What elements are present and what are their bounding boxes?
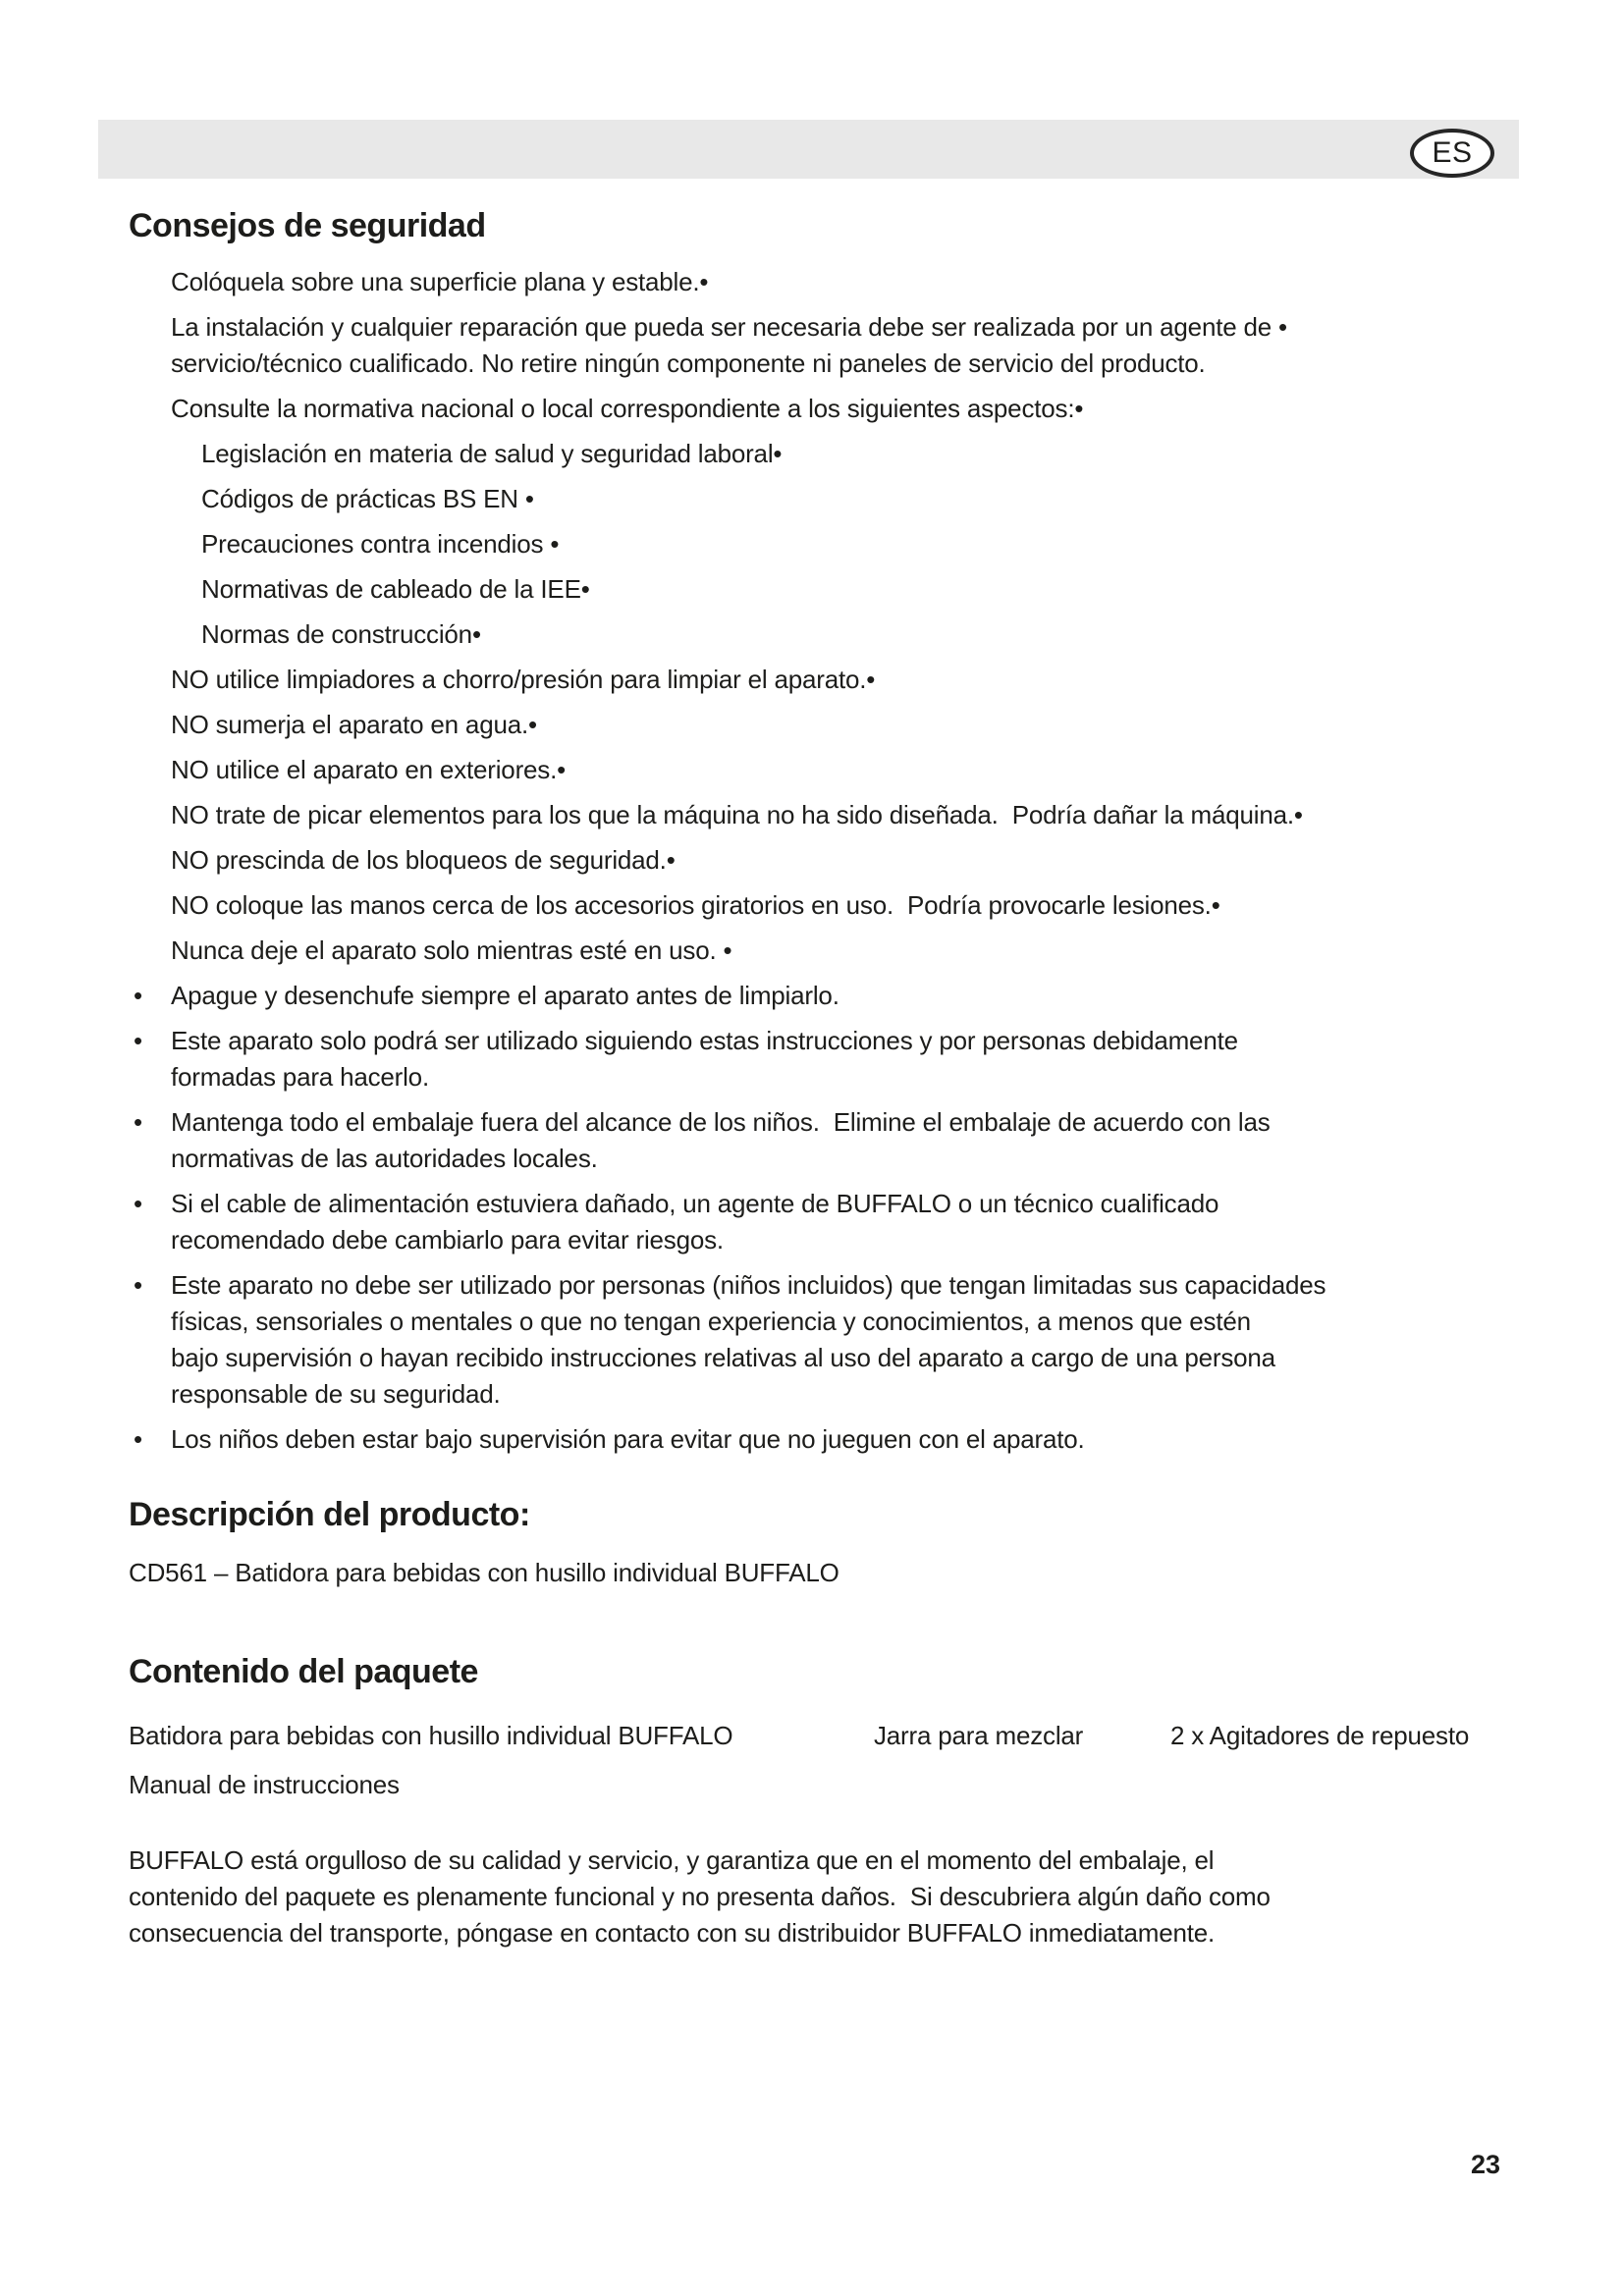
list-item	[171, 391, 1543, 427]
product-description-line: CD561 – Batidora para bebidas con husillo individual BUFFALO	[129, 1558, 839, 1587]
page-number: 23	[1471, 2150, 1501, 2179]
list-item-line: Códigos de prácticas BS EN •	[201, 484, 534, 513]
safety-list	[129, 264, 1543, 1458]
list-item-line: La instalación y cualquier reparación que pueda ser necesaria debe ser realizada por un agente de •	[171, 312, 1287, 342]
warranty-note-line: contenido del paquete es plenamente funcional y no presenta daños. Si descubriera algún daño como	[129, 1882, 1271, 1911]
safety-heading: Consejos de seguridad	[129, 207, 486, 244]
warranty-note	[129, 1842, 1543, 1951]
list-item	[171, 481, 1543, 517]
list-item-line: Normas de construcción•	[201, 619, 481, 649]
list-item-line: Si el cable de alimentación estuviera dañado, un agente de BUFFALO o un técnico cualificado	[171, 1189, 1219, 1218]
list-item-line: Apague y desenchufe siempre el aparato antes de limpiarlo.	[171, 981, 839, 1010]
bullet-marker: •	[134, 1026, 143, 1055]
package-item: 2 x Agitadores de repuesto	[1170, 1721, 1470, 1750]
warranty-note-line: BUFFALO está orgulloso de su calidad y servicio, y garantiza que en el momento del embalaje, el	[129, 1845, 1215, 1875]
package-contents-heading: Contenido del paquete	[129, 1653, 478, 1690]
list-item	[171, 707, 1543, 743]
list-item	[171, 752, 1543, 788]
header-bar	[98, 120, 1519, 179]
package-item: Jarra para mezclar	[874, 1721, 1084, 1750]
list-item-line: Este aparato solo podrá ser utilizado siguiendo estas instrucciones y por personas debidamente	[171, 1026, 1238, 1055]
language-badge	[1410, 129, 1494, 178]
list-item	[171, 662, 1543, 698]
list-item-line: servicio/técnico cualificado. No retire ningún componente ni paneles de servicio del producto.	[171, 348, 1206, 378]
list-item-line: NO utilice el aparato en exteriores.•	[171, 755, 567, 784]
page-content	[129, 206, 1543, 1951]
list-item-line: bajo supervisión o hayan recibido instrucciones relativas al uso del aparato a cargo de una persona	[171, 1343, 1275, 1372]
bullet-marker: •	[134, 1270, 143, 1300]
package-contents-row	[129, 1767, 1543, 1803]
list-item	[171, 264, 1543, 300]
list-item-line: Mantenga todo el embalaje fuera del alcance de los niños. Elimine el embalaje de acuerdo con las	[171, 1107, 1271, 1137]
list-item-line: Nunca deje el aparato solo mientras esté en uso. •	[171, 935, 732, 965]
list-item	[134, 978, 1543, 1014]
list-item-line: recomendado debe cambiarlo para evitar riesgos.	[171, 1225, 724, 1255]
list-item	[171, 436, 1543, 472]
bullet-marker: •	[134, 981, 143, 1010]
bullet-marker: •	[134, 1189, 143, 1218]
list-item	[134, 1023, 1543, 1095]
list-item	[171, 616, 1543, 653]
list-item-line: NO sumerja el aparato en agua.•	[171, 710, 537, 739]
list-item-line: Colóquela sobre una superficie plana y estable.•	[171, 267, 709, 296]
list-item-line: Normativas de cableado de la IEE•	[201, 574, 590, 604]
list-item-line: formadas para hacerlo.	[171, 1062, 429, 1092]
list-item-line: Legislación en materia de salud y seguridad laboral•	[201, 439, 783, 468]
list-item-line: NO coloque las manos cerca de los accesorios giratorios en uso. Podría provocarle lesiones.•	[171, 890, 1220, 920]
package-item: Batidora para bebidas con husillo individual BUFFALO	[129, 1721, 733, 1750]
list-item	[171, 309, 1543, 382]
list-item	[171, 933, 1543, 969]
list-item	[171, 797, 1543, 833]
bullet-marker: •	[134, 1424, 143, 1454]
list-item	[134, 1267, 1543, 1413]
bullet-marker: •	[134, 1107, 143, 1137]
list-item-line: NO prescinda de los bloqueos de seguridad.•	[171, 845, 676, 875]
list-item-line: NO trate de picar elementos para los que la máquina no ha sido diseñada. Podría dañar la máquina.•	[171, 800, 1303, 829]
list-item-line: responsable de su seguridad.	[171, 1379, 501, 1409]
list-item	[134, 1421, 1543, 1458]
list-item-line: Precauciones contra incendios •	[201, 529, 560, 559]
list-item-line: normativas de las autoridades locales.	[171, 1144, 598, 1173]
list-item	[171, 571, 1543, 608]
package-contents-row	[129, 1718, 1543, 1754]
package-item: Manual de instrucciones	[129, 1770, 400, 1799]
list-item-line: Este aparato no debe ser utilizado por personas (niños incluidos) que tengan limitadas sus capacidades	[171, 1270, 1326, 1300]
list-item	[171, 526, 1543, 562]
list-item	[134, 1104, 1543, 1177]
language-badge-label: ES	[1432, 136, 1473, 169]
warranty-note-line: consecuencia del transporte, póngase en contacto con su distribuidor BUFFALO inmediatamente.	[129, 1918, 1216, 1948]
list-item	[171, 887, 1543, 924]
list-item-line: Consulte la normativa nacional o local correspondiente a los siguientes aspectos:•	[171, 394, 1084, 423]
list-item-line: NO utilice limpiadores a chorro/presión para limpiar el aparato.•	[171, 665, 876, 694]
list-item	[171, 842, 1543, 879]
product-description-heading: Descripción del producto:	[129, 1496, 530, 1533]
list-item	[134, 1186, 1543, 1258]
list-item-line: Los niños deben estar bajo supervisión para evitar que no jueguen con el aparato.	[171, 1424, 1085, 1454]
list-item-line: físicas, sensoriales o mentales o que no tengan experiencia y conocimientos, a menos que estén	[171, 1307, 1251, 1336]
